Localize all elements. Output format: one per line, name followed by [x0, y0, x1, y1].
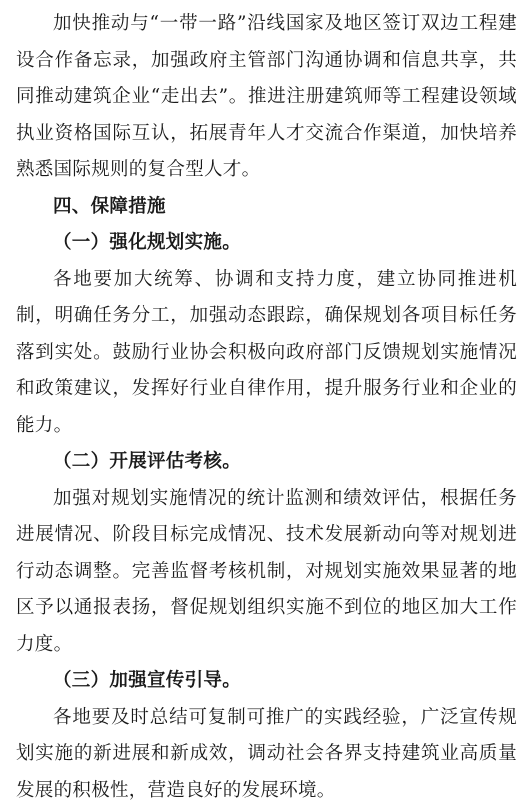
paragraph-international-cooperation: 加快推动与“一带一路”沿线国家及地区签订双边工程建设合作备忘录，加强政府主管部门沟通协调和信息共享，共同推动建筑企业“走出去”。推进注册建筑师等工程建设领域执业资格国际互认，拓展青年人才交流合作渠道，加快培养熟悉国际规则的复合型人才。: [16, 6, 517, 189]
subheading-publicity: （三）加强宣传引导。: [16, 663, 517, 700]
subheading-plan-implementation: （一）强化规划实施。: [16, 225, 517, 262]
section-heading-safeguards: 四、保障措施: [16, 189, 517, 226]
paragraph-publicity: 各地要及时总结可复制可推广的实践经验，广泛宣传规划实施的新进展和新成效，调动社会各界支持建筑业高质量发展的积极性，营造良好的发展环境。: [16, 700, 517, 809]
paragraph-plan-implementation: 各地要加大统筹、协调和支持力度，建立协同推进机制，明确任务分工，加强动态跟踪，确保规划各项目标任务落到实处。鼓励行业协会积极向政府部门反馈规划实施情况和政策建议，发挥好行业自律作用，提升服务行业和企业的能力。: [16, 262, 517, 445]
paragraph-evaluation: 加强对规划实施情况的统计监测和绩效评估，根据任务进展情况、阶段目标完成情况、技术发展新动向等对规划进行动态调整。完善监督考核机制，对规划实施效果显著的地区予以通报表扬，督促规划组织实施不到位的地区加大工作力度。: [16, 481, 517, 664]
subheading-evaluation: （二）开展评估考核。: [16, 444, 517, 481]
